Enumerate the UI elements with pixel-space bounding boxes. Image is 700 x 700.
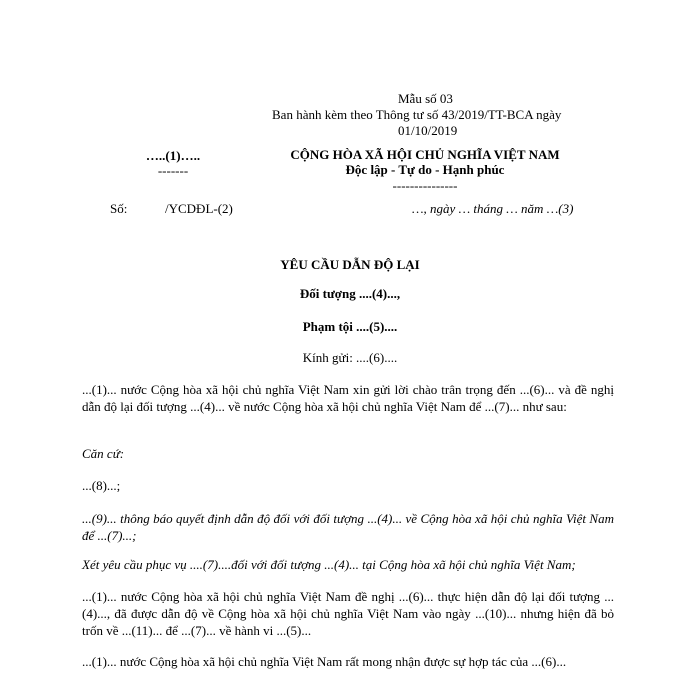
consideration-paragraph: Xét yêu cầu phục vụ ....(7)....đối với đối tượng ...(4)... tại Cộng hòa xã hội chủ nghĩa Việt Nam; (82, 557, 576, 572)
crime-line: Phạm tội ....(5).... (302, 319, 398, 334)
legal-basis-item-8: ...(8)...; (82, 478, 121, 493)
document-number: /YCDĐL-(2) (165, 201, 233, 216)
legal-basis-item-9: ...(9)... thông báo quyết định dẫn độ đối với đối tượng ...(4)... về Cộng hòa xã hội chủ nghĩa Việt Nam để ...(7)...; (82, 511, 614, 543)
form-number: Mẫu số 03 (398, 91, 453, 106)
body-paragraph-closing: ...(1)... nước Cộng hòa xã hội chủ nghĩa Việt Nam rất mong nhận được sự hợp tác của ...(6)... (82, 654, 567, 669)
country-name: CỘNG HÒA XÃ HỘI CHỦ NGHĨA VIỆT NAM (290, 147, 560, 162)
place-date: …, ngày … tháng … năm …(3) (412, 201, 574, 216)
issued-note-line2: 01/10/2019 (398, 123, 458, 138)
recipient-line: Kính gửi: ....(6).... (302, 350, 398, 365)
motto-rule: --------------- (392, 178, 458, 193)
legal-basis-heading: Căn cứ: (82, 446, 125, 461)
subject-line: Đối tượng ....(4)..., (299, 286, 401, 301)
national-motto: Độc lập - Tự do - Hạnh phúc (345, 162, 505, 177)
issued-note-line1: Ban hành kèm theo Thông tư số 43/2019/TT-BCA ngày (272, 107, 562, 122)
issuing-agency: …..(1)….. (145, 148, 201, 163)
body-paragraph-request: ...(1)... nước Cộng hòa xã hội chủ nghĩa Việt Nam đề nghị ...(6)... thực hiện dẫn độ lại đối tượng ...(4)..., đã được dẫn độ về Cộng hòa xã hội chủ nghĩa Việt Nam vào ngày ...(10)... nhưng hiện đã bỏ trốn về ...(11)... để ...(7)... về hành vi ...(5)... (82, 589, 614, 638)
number-label: Số: (110, 201, 128, 216)
body-paragraph-intro: ...(1)... nước Cộng hòa xã hội chủ nghĩa Việt Nam xin gửi lời chào trân trọng đến ...(6)... và đề nghị dẫn độ lại đối tượng ...(4)... về nước Cộng hòa xã hội chủ nghĩa Việt Nam để ...(7)... như sau: (82, 382, 614, 414)
document-title: YÊU CẦU DẪN ĐỘ LẠI (280, 257, 420, 272)
agency-rule: ------- (157, 163, 189, 178)
